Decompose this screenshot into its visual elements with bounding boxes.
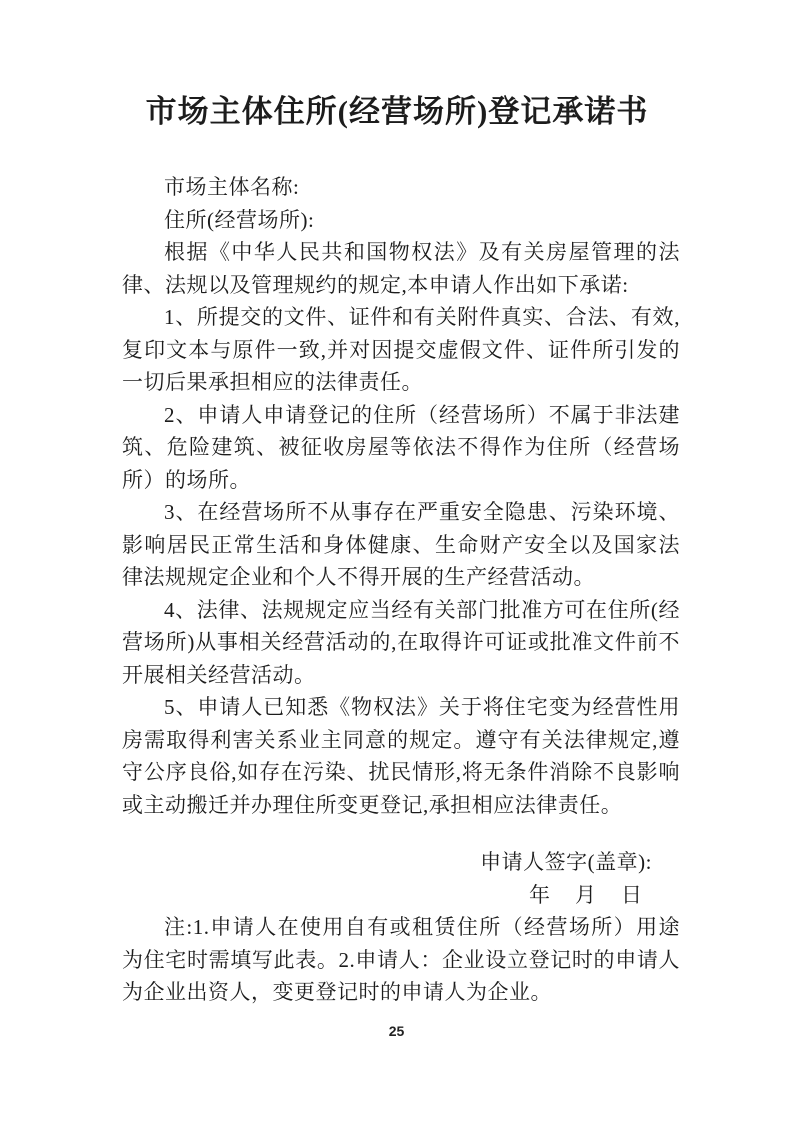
document-body bbox=[122, 171, 680, 1009]
intro-paragraph: 根据《中华人民共和国物权法》及有关房屋管理的法律、法规以及管理规约的规定,本申请人作出如下承诺: bbox=[122, 240, 680, 297]
signature-block bbox=[122, 846, 680, 911]
entity-name-label: 市场主体名称: bbox=[164, 175, 300, 199]
commitment-item-5: 5、申请人已知悉《物权法》关于将住宅变为经营性用房需取得利害关系业主同意的规定。遵守有关法律规定,遵守公序良俗,如存在污染、扰民情形,将无条件消除不良影响或主动搬迁并办理住所变更登记,承担相应法律责任。 bbox=[122, 695, 680, 817]
note-paragraph: 注:1.申请人在使用自有或租赁住所（经营场所）用途为住宅时需填写此表。2.申请人：企业设立登记时的申请人为企业出资人，变更登记时的申请人为企业。 bbox=[122, 915, 680, 1004]
address-label: 住所(经营场所): bbox=[164, 207, 315, 232]
document-title: 市场主体住所(经营场所)登记承诺书 bbox=[145, 94, 649, 129]
commitment-item-3: 3、在经营场所不从事存在严重安全隐患、污染环境、影响居民正常生活和身体健康、生命财产安全以及国家法律法规规定企业和个人不得开展的生产经营活动。 bbox=[122, 500, 680, 589]
commitment-item-4: 4、法律、法规规定应当经有关部门批准方可在住所(经营场所)从事相关经营活动的,在取得许可证或批准文件前不开展相关经营活动。 bbox=[122, 597, 680, 687]
date-line: 年 月 日 bbox=[529, 882, 644, 907]
commitment-item-2: 2、申请人申请登记的住所（经营场所）不属于非法建筑、危险建筑、被征收房屋等依法不得作为住所（经营场所）的场所。 bbox=[122, 402, 680, 492]
page-number: 25 bbox=[388, 1023, 405, 1039]
commitment-item-1: 1、所提交的文件、证件和有关附件真实、合法、有效,复印文本与原件一致,并对因提交虚假文件、证件所引发的一切后果承担相应的法律责任。 bbox=[122, 305, 680, 394]
signature-label: 申请人签字(盖章): bbox=[480, 850, 652, 874]
